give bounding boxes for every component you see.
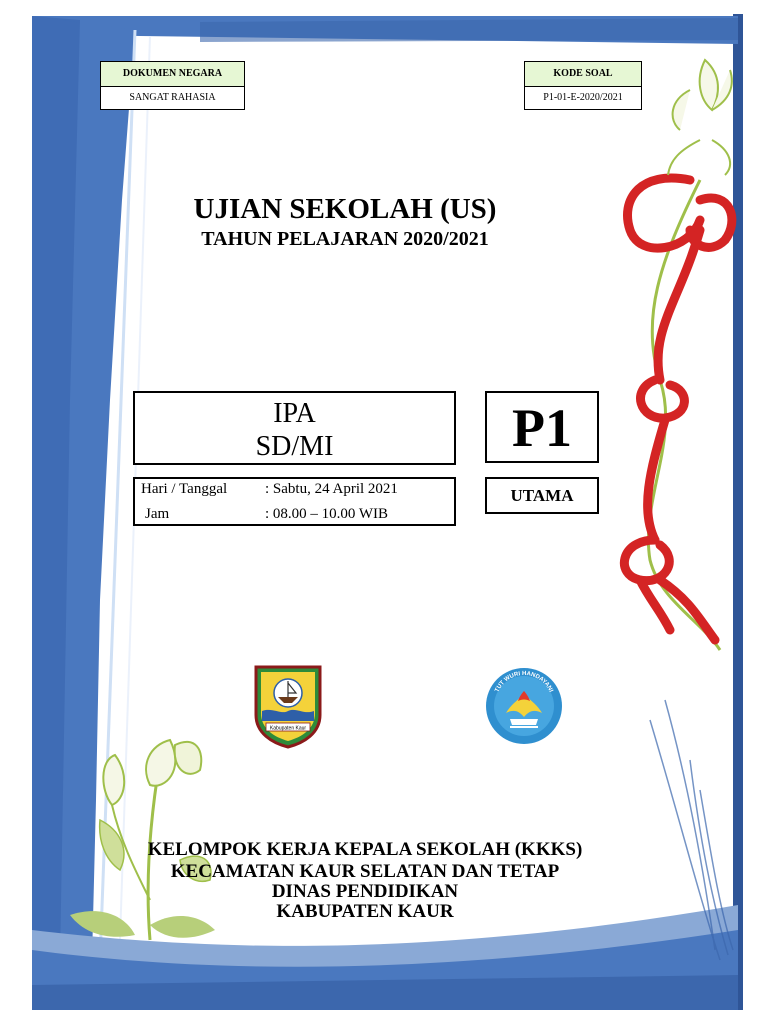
exam-title: UJIAN SEKOLAH (US) — [193, 193, 497, 225]
emblem-ring-text: TUT WURI HANDAYANI — [494, 670, 554, 694]
time-value: : 08.00 – 10.00 WIB — [265, 506, 389, 522]
day-value: : Sabtu, 24 April 2021 — [265, 481, 398, 497]
tut-wuri-handayani-emblem-icon — [484, 667, 564, 745]
schedule-box — [133, 477, 456, 526]
subject-box — [133, 391, 456, 465]
question-code-header: KODE SOAL — [525, 62, 641, 87]
footer-organization: KELOMPOK KERJA KEPALA SEKOLAH (KKKS) — [147, 839, 583, 860]
subject-name: IPA — [273, 398, 316, 429]
academic-year: TAHUN PELAJARAN 2020/2021 — [201, 228, 489, 250]
regency-banner-text: Kabupaten Kaur — [269, 725, 307, 732]
package-code-box — [485, 391, 599, 463]
package-type-box — [485, 477, 599, 514]
question-code-value: P1-01-E-2020/2021 — [525, 87, 641, 109]
question-code-tag — [524, 61, 642, 110]
footer-district: KECAMATAN KAUR SELATAN DAN TETAP — [170, 861, 560, 882]
package-code: P1 — [512, 398, 572, 458]
document-classification-value: SANGAT RAHASIA — [101, 87, 244, 109]
time-label: Jam — [145, 506, 170, 522]
document-classification-header: DOKUMEN NEGARA — [101, 62, 244, 87]
right-border-strip — [733, 14, 743, 1010]
school-level: SD/MI — [255, 431, 334, 462]
document-classification-tag — [100, 61, 245, 110]
footer-department: DINAS PENDIDIKAN — [271, 881, 459, 902]
package-type: UTAMA — [510, 486, 574, 505]
footer-regency: KABUPATEN KAUR — [276, 901, 454, 922]
day-label: Hari / Tanggal — [141, 481, 228, 497]
kaur-regency-emblem-icon — [252, 663, 324, 749]
